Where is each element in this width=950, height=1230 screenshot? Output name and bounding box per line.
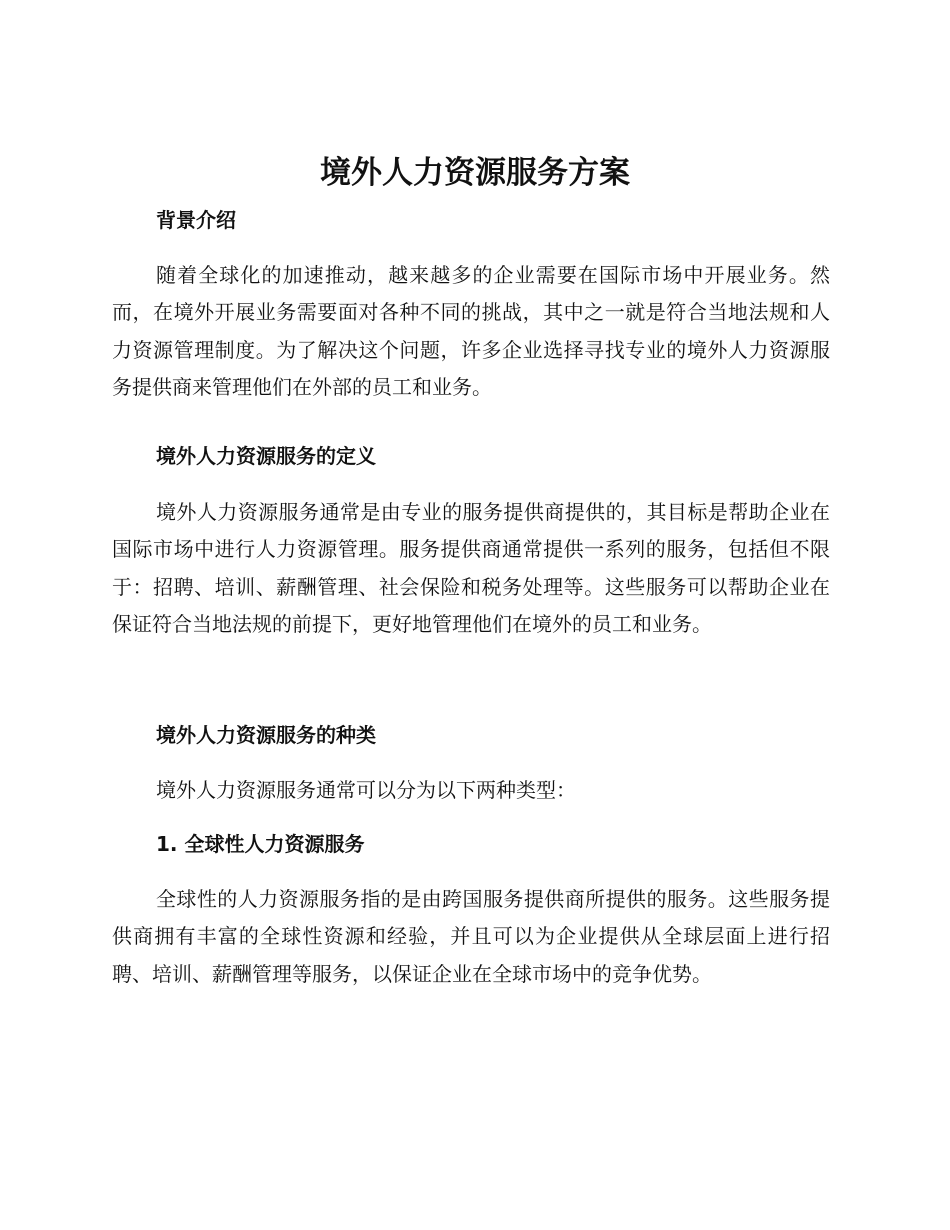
section-paragraph-background: 随着全球化的加速推动，越来越多的企业需要在国际市场中开展业务。然而，在境外开展业务需要面对各种不同的挑战，其中之一就是符合当地法规和人力资源管理制度。为了解决这个问题，许多企业选择寻找专业的境外人力资源服务提供商来管理他们在外部的员工和业务。 — [112, 263, 830, 400]
section-heading-background: 背景介绍 — [156, 208, 236, 232]
section-paragraph-types: 境外人力资源服务通常可以分为以下两种类型： — [156, 778, 576, 802]
section-heading-types: 境外人力资源服务的种类 — [156, 723, 376, 747]
section-paragraph-global: 全球性的人力资源服务指的是由跨国服务提供商所提供的服务。这些服务提供商拥有丰富的全球性资源和经验，并且可以为企业提供从全球层面上进行招聘、培训、薪酬管理等服务，以保证企业在全球市场中的竞争优势。 — [112, 887, 830, 986]
section-heading-global: 1. 全球性人力资源服务 — [156, 832, 365, 856]
section-paragraph-definition: 境外人力资源服务通常是由专业的服务提供商提供的，其目标是帮助企业在国际市场中进行人力资源管理。服务提供商通常提供一系列的服务，包括但不限于：招聘、培训、薪酬管理、社会保险和税务处理等。这些服务可以帮助企业在保证符合当地法规的前提下，更好地管理他们在境外的员工和业务。 — [112, 500, 830, 637]
page-title: 境外人力资源服务方案 — [320, 155, 630, 191]
section-heading-definition: 境外人力资源服务的定义 — [156, 444, 376, 468]
